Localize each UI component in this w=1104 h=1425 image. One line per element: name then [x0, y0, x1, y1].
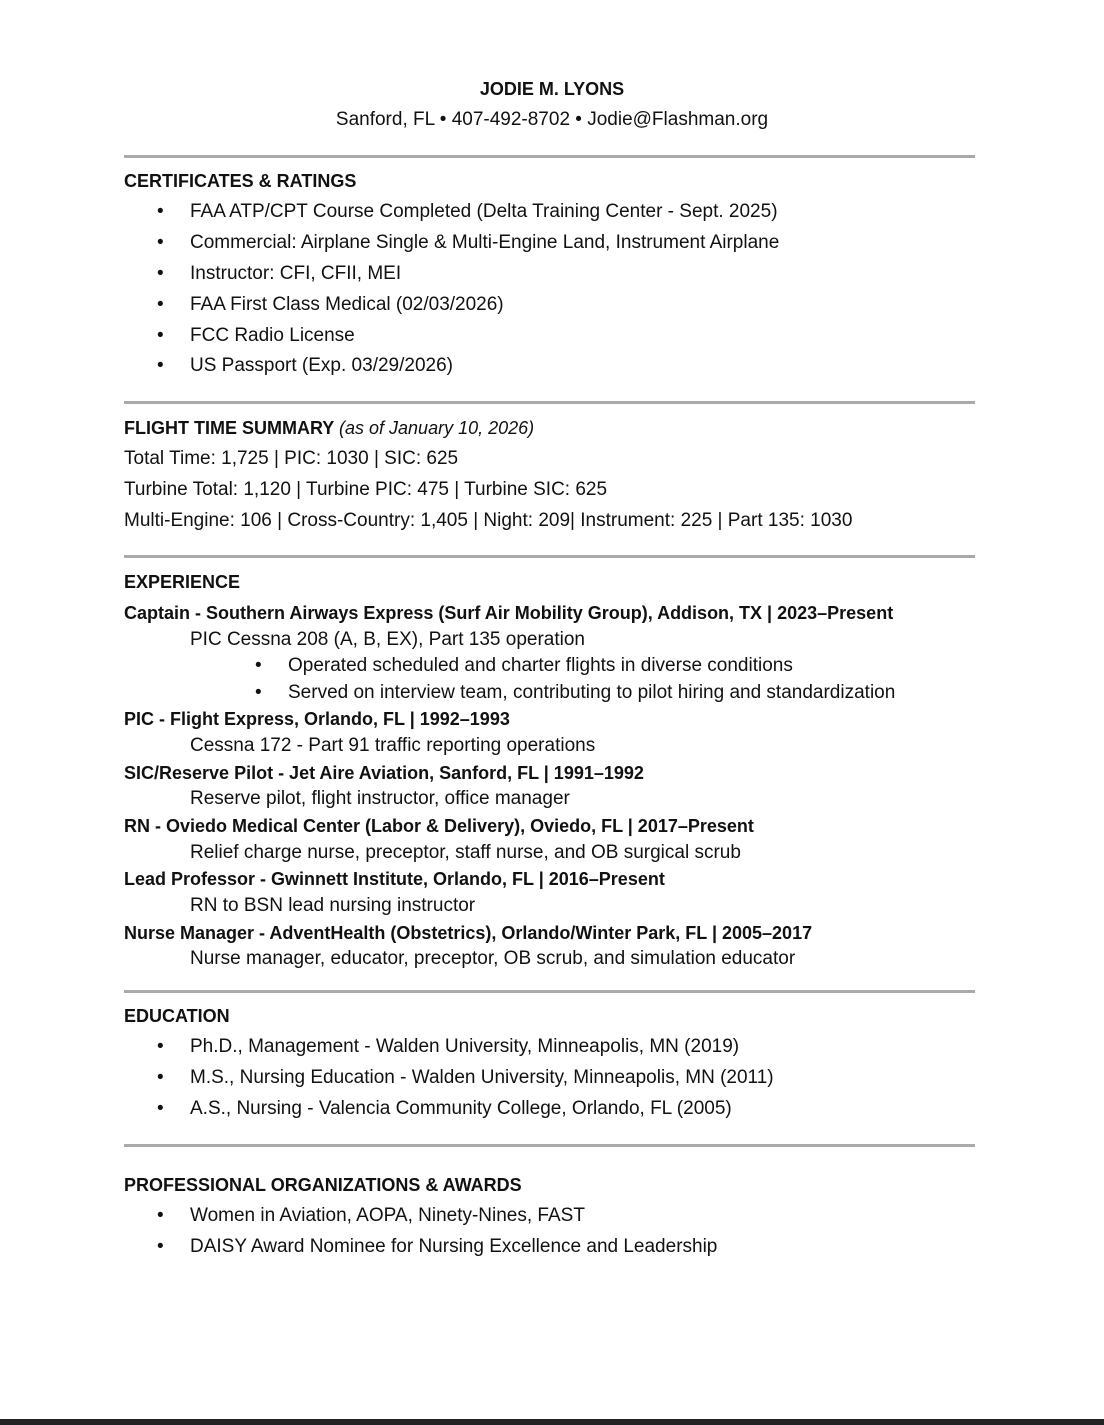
job-description: Relief charge nurse, preceptor, staff nurse, and OB surgical scrub: [190, 842, 741, 863]
flight-time-heading: [124, 416, 534, 440]
section-divider: [124, 555, 975, 558]
certificate-item: US Passport (Exp. 03/29/2026): [190, 355, 453, 376]
job-title: Nurse Manager - AdventHealth (Obstetrics), Orlando/Winter Park, FL | 2005–2017: [124, 923, 813, 943]
bullet-icon: •: [157, 355, 164, 376]
bullet-icon: •: [255, 655, 262, 676]
job-description: Nurse manager, educator, preceptor, OB scrub, and simulation educator: [190, 948, 796, 969]
experience-heading: EXPERIENCE: [124, 572, 241, 592]
bullet-icon: •: [157, 1036, 164, 1057]
bullet-icon: •: [157, 1205, 164, 1226]
organization-item: DAISY Award Nominee for Nursing Excellence and Leadership: [190, 1236, 718, 1257]
organization-item: Women in Aviation, AOPA, Ninety-Nines, FAST: [190, 1205, 585, 1226]
bullet-icon: •: [157, 201, 164, 222]
organizations-heading: PROFESSIONAL ORGANIZATIONS & AWARDS: [124, 1175, 522, 1195]
education-item: Ph.D., Management - Walden University, Minneapolis, MN (2019): [190, 1036, 740, 1057]
certificate-item: FCC Radio License: [190, 325, 355, 346]
certificate-item: FAA ATP/CPT Course Completed (Delta Training Center - Sept. 2025): [190, 201, 778, 222]
certificate-item: Instructor: CFI, CFII, MEI: [190, 263, 402, 284]
job-description: Reserve pilot, flight instructor, office manager: [190, 788, 570, 809]
job-bullet: Served on interview team, contributing to pilot hiring and standardization: [288, 682, 896, 703]
flight-time-line: Multi-Engine: 106 | Cross-Country: 1,405 | Night: 209| Instrument: 225 | Part 135: 1030: [124, 510, 853, 531]
page-bottom-edge: [0, 1419, 1104, 1425]
flight-time-heading-label: FLIGHT TIME SUMMARY: [124, 418, 334, 438]
bullet-icon: •: [255, 682, 262, 703]
bullet-icon: •: [157, 294, 164, 315]
resume-name: JODIE M. LYONS: [479, 79, 625, 99]
job-description: Cessna 172 - Part 91 traffic reporting operations: [190, 735, 596, 756]
flight-time-line: Turbine Total: 1,120 | Turbine PIC: 475 | Turbine SIC: 625: [124, 479, 608, 500]
job-title: SIC/Reserve Pilot - Jet Aire Aviation, Sanford, FL | 1991–1992: [124, 763, 644, 783]
job-title: RN - Oviedo Medical Center (Labor & Delivery), Oviedo, FL | 2017–Present: [124, 816, 754, 836]
education-heading: EDUCATION: [124, 1006, 230, 1026]
bullet-icon: •: [157, 263, 164, 284]
job-title: PIC - Flight Express, Orlando, FL | 1992–1993: [124, 709, 510, 729]
section-divider: [124, 401, 975, 404]
job-title: Captain - Southern Airways Express (Surf Air Mobility Group), Addison, TX | 2023–Present: [124, 603, 894, 623]
certificates-heading: CERTIFICATES & RATINGS: [124, 171, 357, 191]
job-title: Lead Professor - Gwinnett Institute, Orlando, FL | 2016–Present: [124, 869, 665, 889]
flight-time-line: Total Time: 1,725 | PIC: 1030 | SIC: 625: [124, 448, 459, 469]
flight-time-as-of-note: (as of January 10, 2026): [339, 418, 535, 438]
job-description: RN to BSN lead nursing instructor: [190, 895, 476, 916]
bullet-icon: •: [157, 1236, 164, 1257]
certificate-item: Commercial: Airplane Single & Multi-Engine Land, Instrument Airplane: [190, 232, 780, 253]
section-divider: [124, 155, 975, 158]
education-item: A.S., Nursing - Valencia Community College, Orlando, FL (2005): [190, 1098, 732, 1119]
job-bullet: Operated scheduled and charter flights in diverse conditions: [288, 655, 793, 676]
bullet-icon: •: [157, 232, 164, 253]
education-item: M.S., Nursing Education - Walden University, Minneapolis, MN (2011): [190, 1067, 774, 1088]
contact-line: Sanford, FL • 407-492-8702 • Jodie@Flashman.org: [335, 109, 769, 130]
certificate-item: FAA First Class Medical (02/03/2026): [190, 294, 504, 315]
section-divider: [124, 990, 975, 993]
section-divider: [124, 1144, 975, 1147]
bullet-icon: •: [157, 325, 164, 346]
job-description: PIC Cessna 208 (A, B, EX), Part 135 operation: [190, 629, 585, 650]
bullet-icon: •: [157, 1098, 164, 1119]
bullet-icon: •: [157, 1067, 164, 1088]
